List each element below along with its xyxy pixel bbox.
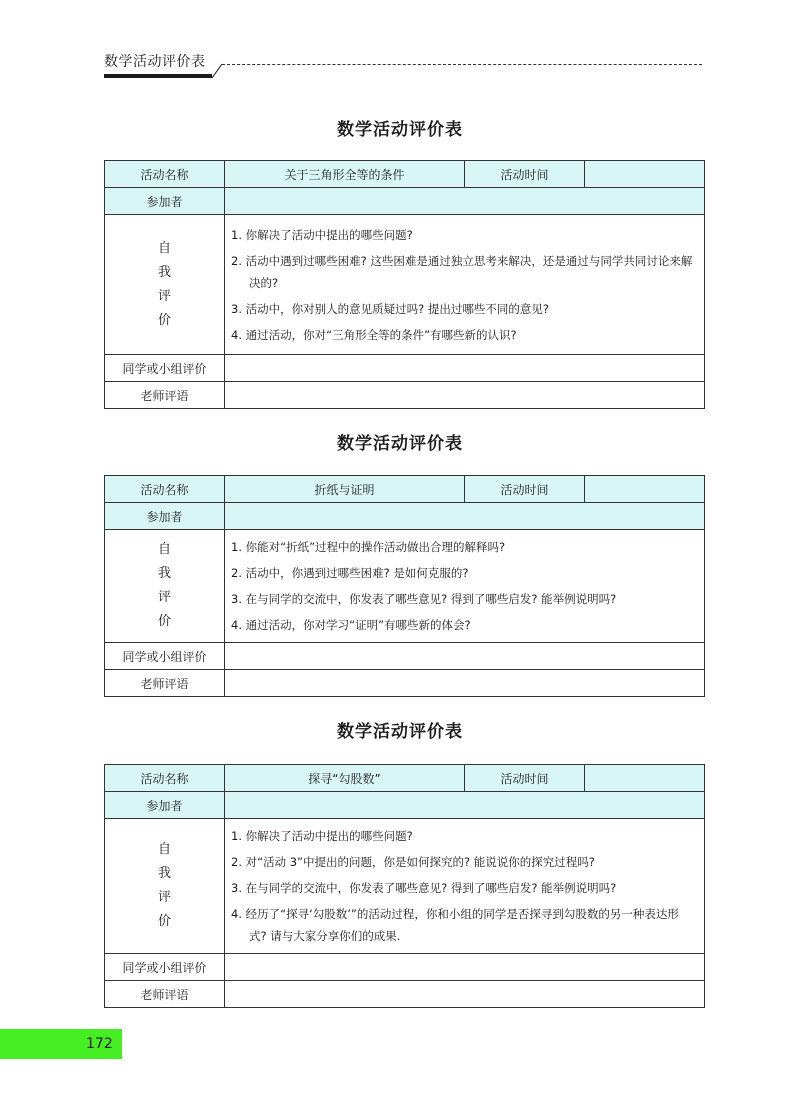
question-line-continued: 决的? xyxy=(249,275,279,290)
table-3-peer-row xyxy=(105,954,705,981)
table-3-teacher-row xyxy=(105,981,705,1008)
question-item: 4. 通过活动，你对“三角形全等的条件”有哪些新的认识? xyxy=(231,327,517,342)
table-1-teacher-row xyxy=(105,382,705,409)
teacher-comment-value xyxy=(225,382,705,409)
activity-time-label: 活动时间 xyxy=(465,765,585,792)
activity-time-label: 活动时间 xyxy=(465,476,585,503)
self-eval-char: 自 xyxy=(157,240,171,256)
activity-name-value: 折纸与证明 xyxy=(225,476,465,503)
participants-value xyxy=(225,503,705,530)
peer-eval-label: 同学或小组评价 xyxy=(105,643,225,670)
activity-name-value: 探寻“勾股数” xyxy=(225,765,465,792)
teacher-comment-label: 老师评语 xyxy=(105,981,225,1008)
self-eval-char: 我 xyxy=(157,264,171,280)
activity-time-value xyxy=(585,161,705,188)
table-2-self-eval-row xyxy=(105,530,705,643)
peer-eval-value xyxy=(225,355,705,382)
table-2-peer-row xyxy=(105,643,705,670)
table-2-teacher-row xyxy=(105,670,705,697)
question-line: 4. 经历了“探寻‘勾股数’”的活动过程，你和小组的同学是否探寻到勾股数的另一种表达形 xyxy=(231,907,679,921)
table-1-title: 数学活动评价表 xyxy=(337,120,463,140)
table-1-self-eval-row xyxy=(105,215,705,355)
self-eval-label xyxy=(105,215,225,355)
question-item xyxy=(231,901,696,949)
evaluation-table-3 xyxy=(104,764,705,1008)
evaluation-table-1 xyxy=(104,160,705,409)
table-1-head-row xyxy=(105,161,705,188)
participants-label: 参加者 xyxy=(105,188,225,215)
self-eval-label xyxy=(105,819,225,954)
teacher-comment-value xyxy=(225,670,705,697)
peer-eval-value xyxy=(225,643,705,670)
table-1-participants-row xyxy=(105,188,705,215)
table-3-head-row xyxy=(105,765,705,792)
table-3-self-eval-row xyxy=(105,819,705,954)
activity-name-label: 活动名称 xyxy=(105,765,225,792)
question-item: 1. 你能对“折纸”过程中的操作活动做出合理的解释吗? xyxy=(231,540,506,554)
table-2-participants-row xyxy=(105,503,705,530)
question-item: 4. 通过活动，你对学习“证明”有哪些新的体会? xyxy=(231,618,471,632)
teacher-comment-value xyxy=(225,981,705,1008)
self-eval-questions xyxy=(225,530,705,643)
activity-name-value: 关于三角形全等的条件 xyxy=(225,161,465,188)
self-eval-label xyxy=(105,530,225,643)
table-3-participants-row xyxy=(105,792,705,819)
running-header xyxy=(104,52,702,78)
self-eval-char: 自 xyxy=(157,842,171,857)
evaluation-table-2 xyxy=(104,475,705,697)
activity-name-label: 活动名称 xyxy=(105,476,225,503)
teacher-comment-label: 老师评语 xyxy=(105,670,225,697)
participants-label: 参加者 xyxy=(105,792,225,819)
participants-label: 参加者 xyxy=(105,503,225,530)
table-2-title: 数学活动评价表 xyxy=(337,434,463,454)
running-header-slash xyxy=(212,58,224,78)
peer-eval-label: 同学或小组评价 xyxy=(105,954,225,981)
peer-eval-label: 同学或小组评价 xyxy=(105,355,225,382)
table-3-title: 数学活动评价表 xyxy=(337,722,463,742)
self-eval-questions xyxy=(225,215,705,355)
question-item: 3. 在与同学的交流中，你发表了哪些意见? 得到了哪些启发? 能举例说明吗? xyxy=(231,881,617,895)
teacher-comment-label: 老师评语 xyxy=(105,382,225,409)
self-eval-char: 评 xyxy=(157,590,171,605)
activity-name-label: 活动名称 xyxy=(105,161,225,188)
participants-value xyxy=(225,792,705,819)
table-2-head-row xyxy=(105,476,705,503)
self-eval-char: 价 xyxy=(157,312,171,328)
running-header-dashed-rule xyxy=(222,64,702,65)
participants-value xyxy=(225,188,705,215)
activity-time-value xyxy=(585,765,705,792)
self-eval-char: 评 xyxy=(157,890,171,905)
self-eval-char: 价 xyxy=(157,614,171,629)
page-number: 172 xyxy=(86,1036,113,1052)
question-line-continued: 式? 请与大家分享你们的成果. xyxy=(249,929,401,943)
self-eval-questions xyxy=(225,819,705,954)
self-eval-char: 我 xyxy=(157,866,171,881)
question-item: 1. 你解决了活动中提出的哪些问题? xyxy=(231,829,413,843)
running-header-title: 数学活动评价表 xyxy=(104,54,206,70)
activity-time-label: 活动时间 xyxy=(465,161,585,188)
running-header-underline xyxy=(104,74,212,78)
question-item: 2. 活动中，你遇到过哪些困难? 是如何克服的? xyxy=(231,566,469,580)
activity-time-value xyxy=(585,476,705,503)
question-item: 1. 你解决了活动中提出的哪些问题? xyxy=(231,227,413,242)
question-item: 3. 在与同学的交流中，你发表了哪些意见? 得到了哪些启发? 能举例说明吗? xyxy=(231,592,617,606)
page-number-tab xyxy=(0,1029,122,1059)
self-eval-char: 价 xyxy=(157,914,171,929)
self-eval-char: 评 xyxy=(157,288,171,304)
table-1-peer-row xyxy=(105,355,705,382)
question-item: 2. 对“活动 3”中提出的问题，你是如何探究的? 能说说你的探究过程吗? xyxy=(231,855,595,869)
peer-eval-value xyxy=(225,954,705,981)
question-item xyxy=(231,248,696,296)
question-item: 3. 活动中，你对别人的意见质疑过吗? 提出过哪些不同的意见? xyxy=(231,301,549,316)
self-eval-char: 自 xyxy=(157,542,171,557)
self-eval-char: 我 xyxy=(157,566,171,581)
question-line: 2. 活动中遇到过哪些困难? 这些困难是通过独立思考来解决，还是通过与同学共同讨论来解 xyxy=(231,253,693,268)
